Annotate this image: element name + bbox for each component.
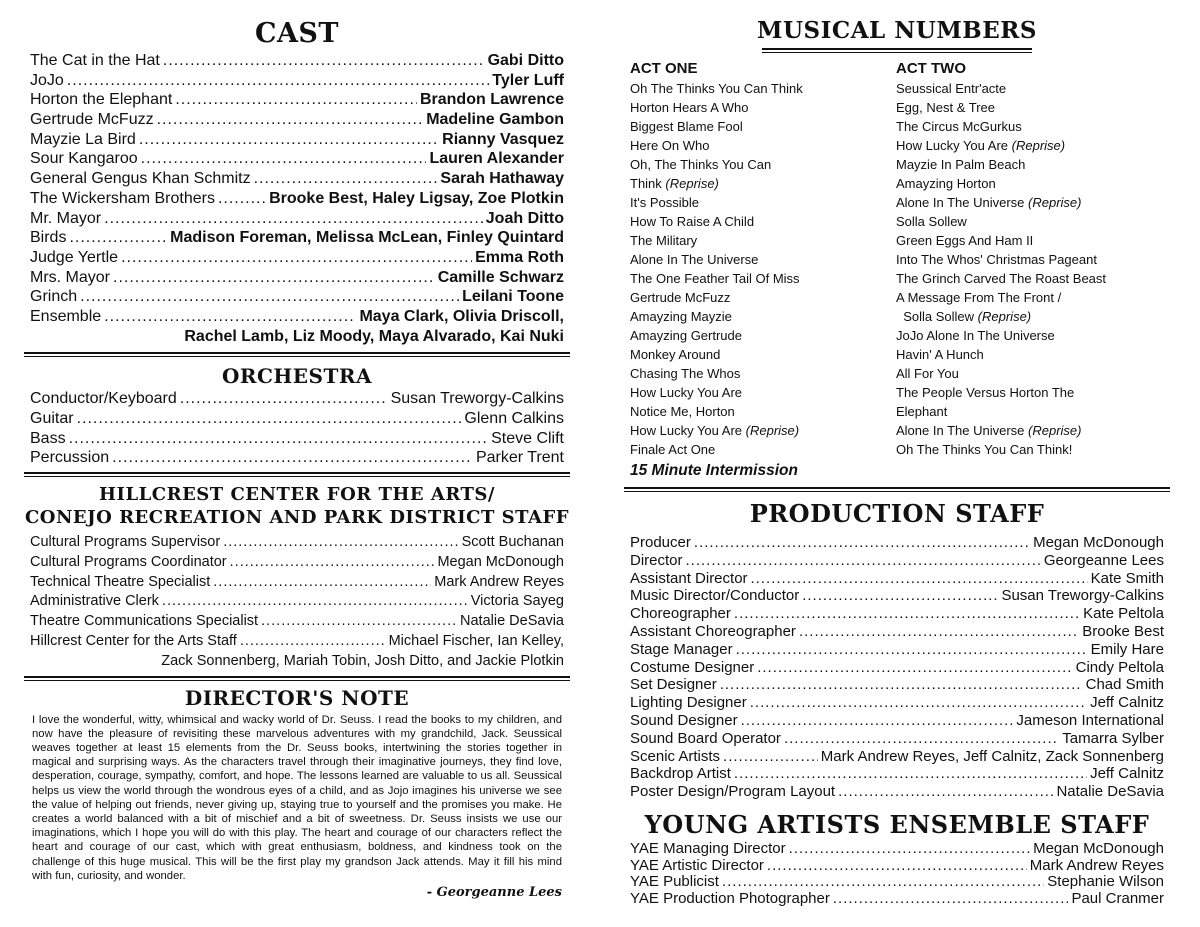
song-item bbox=[896, 174, 1162, 193]
leader-dots bbox=[67, 71, 490, 91]
credit-name: Sarah Hathaway bbox=[440, 170, 564, 188]
credit-role: Assistant Director bbox=[630, 569, 748, 587]
credit-role: Conductor/Keyboard bbox=[30, 390, 177, 408]
song-title: Horton Hears A Who bbox=[630, 100, 749, 115]
section-divider bbox=[624, 487, 1170, 492]
song-item bbox=[630, 345, 896, 364]
credit-row bbox=[30, 612, 564, 632]
song-title: How To Raise A Child bbox=[630, 214, 755, 229]
credit-row bbox=[30, 307, 564, 327]
credit-role: Gertrude McFuzz bbox=[30, 111, 154, 129]
song-title: Elephant bbox=[896, 404, 948, 419]
leader-dots bbox=[784, 730, 1059, 748]
song-item bbox=[630, 250, 896, 269]
musical-numbers-heading: MUSICAL NUMBERS bbox=[757, 17, 1037, 44]
credit-name: Georgeanne Lees bbox=[1043, 551, 1164, 569]
credit-role: Birds bbox=[30, 229, 67, 247]
credit-name: Jeff Calnitz bbox=[1090, 765, 1164, 783]
yae-staff-list bbox=[624, 841, 1170, 907]
song-title: Oh The Thinks You Can Think bbox=[630, 81, 803, 96]
credit-name: Glenn Calkins bbox=[464, 410, 564, 427]
song-title: Solla Sollew bbox=[896, 214, 967, 229]
song-title: Oh The Thinks You Can Think! bbox=[896, 442, 1073, 457]
credit-role: Scenic Artists bbox=[630, 747, 721, 765]
song-title: How Lucky You Are bbox=[896, 138, 1009, 153]
song-item bbox=[896, 421, 1162, 440]
credit-name: Stephanie Wilson bbox=[1047, 874, 1164, 891]
credit-row bbox=[30, 51, 564, 71]
credit-role: Ensemble bbox=[30, 307, 102, 325]
credit-role: Percussion bbox=[30, 449, 110, 467]
credit-role: Cultural Programs Supervisor bbox=[30, 534, 221, 551]
song-item bbox=[896, 326, 1162, 345]
cast-heading: CAST bbox=[254, 18, 340, 49]
leader-dots bbox=[223, 533, 458, 553]
song-item bbox=[896, 307, 1162, 326]
credit-role: Mr. Mayor bbox=[30, 209, 102, 227]
credit-name: Jameson International bbox=[1016, 711, 1164, 729]
credit-row bbox=[30, 189, 564, 209]
cast-list bbox=[24, 51, 570, 327]
credit-name: Emily Hare bbox=[1090, 640, 1164, 658]
credit-name: Michael Fischer, Ian Kelley, bbox=[388, 633, 564, 650]
credit-role: Costume Designer bbox=[630, 658, 755, 676]
leader-dots bbox=[112, 448, 473, 468]
credit-row bbox=[630, 858, 1164, 875]
credit-row bbox=[30, 209, 564, 229]
leader-dots bbox=[240, 632, 386, 652]
credit-name: Emma Roth bbox=[475, 248, 564, 266]
song-item bbox=[630, 326, 896, 345]
leader-dots bbox=[230, 553, 435, 573]
credit-row bbox=[630, 730, 1164, 748]
song-item bbox=[630, 193, 896, 212]
credit-name: Scott Buchanan bbox=[461, 534, 564, 551]
credit-row bbox=[30, 110, 564, 130]
song-item bbox=[896, 193, 1162, 212]
act-two-title: ACT TWO bbox=[896, 60, 966, 77]
production-staff-heading: PRODUCTION STAFF bbox=[749, 499, 1045, 528]
credit-name: Susan Treworgy-Calkins bbox=[1001, 587, 1164, 605]
credit-name: Steve Clift bbox=[491, 429, 564, 447]
credit-name: Brandon Lawrence bbox=[419, 91, 564, 109]
ensemble-continued: Rachel Lamb, Liz Moody, Maya Alvarado, Kai Nuki bbox=[184, 327, 564, 345]
credit-row bbox=[630, 659, 1164, 677]
credit-role: Director bbox=[630, 551, 683, 569]
credit-role: Music Director/Conductor bbox=[630, 587, 800, 605]
production-staff-list bbox=[624, 534, 1170, 801]
leader-dots bbox=[139, 130, 439, 150]
song-title: Green Eggs And Ham II bbox=[896, 233, 1034, 248]
credit-name: Paul Cranmer bbox=[1071, 890, 1164, 907]
credit-row bbox=[30, 228, 564, 248]
intermission-note: 15 Minute Intermission bbox=[630, 462, 798, 479]
credit-row bbox=[630, 712, 1164, 730]
song-title: The People Versus Horton The bbox=[896, 385, 1075, 400]
directors-note-text: I love the wonderful, witty, whimsical and wacky world of Dr. Seuss. I read the books to my children, and now have the pleasure of revisiting these marvelous adventures with my grandchild, Jack. Seussical weaves together at least 15 elements from the Dr. Seuss books, intertwining the stories together in magical and surprising ways. As the characters travel through their imaginative journeys, they find love, desperation, courage, sympathy, comfort, and hope. The lessons learned are valuable to us all. Seussical helps us view the world through the wondrous eyes of a child, and as Jojo imagines his universe we see the value of helping out friends, never giving up, staying true to yourself and the promises you make. He creates a world balanced with a bit of mischief and a bit of sweetness. Dr. Seuss insists we use our imaginations, which I hope you will do with this play. The heart and courage of our characters reflect the heart and courage of our cast, which with great enthusiasm, boldness, and kindness took on the challenge of this huge musical. This will be the first play my grandson Jack attends. May it fill his mind with fun, curiosity, and wonder. bbox=[32, 713, 562, 882]
song-title: The Circus McGurkus bbox=[896, 119, 1022, 134]
credit-row bbox=[30, 592, 564, 612]
credit-row bbox=[630, 841, 1164, 858]
song-item bbox=[896, 117, 1162, 136]
leader-dots bbox=[757, 659, 1072, 677]
hillcrest-staff-list bbox=[24, 533, 570, 652]
leader-dots bbox=[802, 587, 998, 605]
leader-dots bbox=[838, 783, 1053, 801]
credit-name: Megan McDonough bbox=[437, 553, 564, 570]
credit-role: Guitar bbox=[30, 410, 74, 427]
acts-container bbox=[624, 59, 1170, 459]
song-title: The One Feather Tail Of Miss bbox=[630, 271, 800, 286]
credit-row bbox=[630, 783, 1164, 801]
song-title: Think bbox=[630, 176, 662, 191]
credit-row bbox=[630, 552, 1164, 570]
song-title: How Lucky You Are bbox=[630, 423, 743, 438]
leader-dots bbox=[734, 605, 1080, 623]
song-item bbox=[896, 250, 1162, 269]
credit-row bbox=[30, 409, 564, 429]
credit-role: Sour Kangaroo bbox=[30, 150, 138, 168]
credit-name: Mark Andrew Reyes, Jeff Calnitz, Zack Sonnenberg bbox=[820, 747, 1164, 765]
song-title: A Message From The Front / bbox=[896, 290, 1062, 305]
credit-role: Grinch bbox=[30, 288, 78, 306]
song-title: Gertrude McFuzz bbox=[630, 290, 731, 305]
credit-role: Hillcrest Center for the Arts Staff bbox=[30, 633, 237, 650]
credit-name: Gabi Ditto bbox=[487, 52, 564, 69]
leader-dots bbox=[157, 110, 424, 130]
leader-dots bbox=[741, 712, 1014, 730]
credit-name: Kate Peltola bbox=[1083, 605, 1164, 623]
song-item bbox=[896, 155, 1162, 174]
leader-dots bbox=[789, 841, 1030, 858]
credit-role: Sound Board Operator bbox=[630, 729, 781, 747]
section-divider bbox=[24, 676, 570, 681]
orchestra-heading: ORCHESTRA bbox=[221, 364, 373, 389]
song-item bbox=[896, 364, 1162, 383]
credit-name: Camille Schwarz bbox=[437, 268, 564, 286]
leader-dots bbox=[723, 748, 818, 766]
credit-row bbox=[630, 891, 1164, 908]
yae-staff-heading: YOUNG ARTISTS ENSEMBLE STAFF bbox=[644, 809, 1150, 839]
credit-row bbox=[630, 534, 1164, 552]
credit-row bbox=[630, 694, 1164, 712]
credit-name: Megan McDonough bbox=[1033, 534, 1164, 551]
song-item bbox=[630, 212, 896, 231]
credit-name: Natalie DeSavia bbox=[460, 613, 564, 630]
credit-name: Brooke Best, Haley Ligsay, Zoe Plotkin bbox=[269, 189, 564, 207]
credit-row bbox=[30, 169, 564, 189]
song-item bbox=[630, 155, 896, 174]
song-item bbox=[630, 98, 896, 117]
credit-name: Chad Smith bbox=[1085, 676, 1164, 694]
credit-row bbox=[30, 268, 564, 288]
leader-dots bbox=[751, 570, 1088, 588]
credit-role: Choreographer bbox=[630, 605, 731, 623]
song-title: Biggest Blame Fool bbox=[630, 119, 743, 134]
credit-role: YAE Production Photographer bbox=[630, 890, 830, 907]
song-title: Amayzing Horton bbox=[896, 176, 996, 191]
leader-dots bbox=[722, 874, 1044, 891]
song-item bbox=[896, 288, 1162, 307]
credit-row bbox=[30, 429, 564, 449]
credit-row bbox=[630, 676, 1164, 694]
song-item bbox=[630, 174, 896, 193]
song-title: Oh, The Thinks You Can bbox=[630, 157, 772, 172]
leader-dots bbox=[767, 858, 1027, 875]
song-title: It's Possible bbox=[630, 195, 699, 210]
leader-dots bbox=[254, 169, 438, 189]
leader-dots bbox=[163, 51, 485, 71]
song-item bbox=[896, 136, 1162, 155]
song-title: Alone In The Universe bbox=[630, 252, 759, 267]
song-title: How Lucky You Are bbox=[630, 385, 743, 400]
credit-row bbox=[630, 641, 1164, 659]
song-title: All For You bbox=[896, 366, 959, 381]
credit-row bbox=[30, 553, 564, 573]
song-reprise: (Reprise) bbox=[977, 309, 1032, 324]
leader-dots bbox=[69, 228, 167, 248]
credit-name: Maya Clark, Olivia Driscoll, bbox=[359, 307, 564, 325]
credit-role: YAE Artistic Director bbox=[630, 857, 764, 874]
song-title: Notice Me, Horton bbox=[630, 404, 735, 419]
credit-role: Stage Manager bbox=[630, 640, 733, 658]
song-item bbox=[896, 212, 1162, 231]
credit-row bbox=[630, 874, 1164, 891]
credit-row bbox=[30, 448, 564, 468]
song-item bbox=[630, 421, 896, 440]
credit-row bbox=[30, 130, 564, 150]
credit-row bbox=[630, 765, 1164, 783]
song-item bbox=[630, 231, 896, 250]
song-title: Into The Whos' Christmas Pageant bbox=[896, 252, 1097, 267]
credit-name: Mark Andrew Reyes bbox=[434, 573, 564, 590]
credit-name: Susan Treworgy-Calkins bbox=[390, 390, 564, 408]
credit-row bbox=[630, 623, 1164, 641]
directors-note-heading: DIRECTOR'S NOTE bbox=[184, 685, 410, 710]
hillcrest-heading bbox=[24, 483, 570, 529]
credit-name: Victoria Sayeg bbox=[470, 593, 564, 610]
song-title: Alone In The Universe bbox=[896, 195, 1025, 210]
credit-row bbox=[30, 533, 564, 553]
credit-name: Natalie DeSavia bbox=[1056, 783, 1164, 801]
credit-role: Mayzie La Bird bbox=[30, 130, 136, 148]
song-item bbox=[630, 136, 896, 155]
credit-name: Joah Ditto bbox=[485, 209, 564, 227]
leader-dots bbox=[113, 268, 435, 288]
credit-role: General Gengus Khan Schmitz bbox=[30, 170, 251, 188]
song-reprise: (Reprise) bbox=[1011, 138, 1066, 153]
song-item bbox=[630, 364, 896, 383]
credit-name: Cindy Peltola bbox=[1075, 658, 1164, 676]
song-title: Solla Sollew bbox=[896, 309, 975, 324]
credit-role: YAE Publicist bbox=[630, 874, 719, 891]
credit-name: Brooke Best bbox=[1082, 622, 1164, 640]
song-item bbox=[630, 288, 896, 307]
song-item bbox=[896, 231, 1162, 250]
orchestra-list bbox=[24, 389, 570, 468]
song-item bbox=[630, 79, 896, 98]
left-column bbox=[24, 0, 570, 900]
song-item bbox=[630, 402, 896, 421]
leader-dots bbox=[686, 552, 1041, 570]
credit-role: JoJo bbox=[30, 71, 64, 89]
credit-role: Horton the Elephant bbox=[30, 91, 173, 109]
song-title: JoJo Alone In The Universe bbox=[896, 328, 1055, 343]
section-divider bbox=[24, 352, 570, 357]
credit-row bbox=[30, 287, 564, 307]
credit-role: YAE Managing Director bbox=[630, 840, 786, 857]
song-reprise: (Reprise) bbox=[745, 423, 800, 438]
credit-role: Technical Theatre Specialist bbox=[30, 573, 211, 590]
act-one-title: ACT ONE bbox=[630, 60, 698, 77]
credit-name: Tamarra Sylber bbox=[1062, 729, 1164, 747]
song-title: Amayzing Gertrude bbox=[630, 328, 742, 343]
song-title: The Grinch Carved The Roast Beast bbox=[896, 271, 1107, 286]
credit-name: Leilani Toone bbox=[462, 288, 564, 306]
song-item bbox=[896, 440, 1162, 459]
leader-dots bbox=[750, 694, 1087, 712]
credit-name: Lauren Alexander bbox=[429, 150, 564, 168]
credit-name: Jeff Calnitz bbox=[1090, 694, 1164, 712]
credit-name: Madison Foreman, Melissa McLean, Finley Quintard bbox=[170, 229, 564, 247]
credit-name: Tyler Luff bbox=[492, 71, 564, 89]
leader-dots bbox=[180, 389, 388, 409]
right-column bbox=[624, 0, 1170, 907]
credit-role: Theatre Communications Specialist bbox=[30, 613, 259, 630]
song-title: Alone In The Universe bbox=[896, 423, 1025, 438]
song-title: Havin' A Hunch bbox=[896, 347, 984, 362]
song-item bbox=[896, 79, 1162, 98]
leader-dots bbox=[218, 189, 266, 209]
credit-row bbox=[30, 149, 564, 169]
credit-role: Producer bbox=[630, 534, 691, 551]
leader-dots bbox=[799, 623, 1079, 641]
song-title: Seussical Entr'acte bbox=[896, 81, 1007, 96]
song-item bbox=[630, 269, 896, 288]
section-divider bbox=[24, 472, 570, 477]
leader-dots bbox=[162, 592, 468, 612]
credit-row bbox=[30, 90, 564, 110]
song-title: Amayzing Mayzie bbox=[630, 309, 732, 324]
credit-row bbox=[30, 389, 564, 409]
credit-role: Bass bbox=[30, 429, 66, 447]
leader-dots bbox=[175, 90, 417, 110]
credit-row bbox=[30, 632, 564, 652]
credit-row bbox=[630, 587, 1164, 605]
song-item bbox=[896, 98, 1162, 117]
credit-row bbox=[30, 248, 564, 268]
leader-dots bbox=[141, 149, 427, 169]
credit-row bbox=[630, 748, 1164, 766]
song-item bbox=[630, 383, 896, 402]
credit-role: Cultural Programs Coordinator bbox=[30, 553, 227, 570]
credit-row bbox=[630, 605, 1164, 623]
song-title: Here On Who bbox=[630, 138, 710, 153]
song-reprise: (Reprise) bbox=[1028, 423, 1082, 438]
leader-dots bbox=[104, 307, 356, 327]
act-two-songs bbox=[896, 79, 1162, 459]
credit-name: Madeline Gambon bbox=[426, 111, 564, 129]
leader-dots bbox=[104, 209, 483, 229]
leader-dots bbox=[736, 641, 1088, 659]
song-item bbox=[630, 440, 896, 459]
credit-name: Megan McDonough bbox=[1033, 840, 1164, 857]
credit-row bbox=[30, 71, 564, 91]
directors-note-signature: - Georgeanne Lees bbox=[426, 885, 562, 901]
leader-dots bbox=[694, 534, 1030, 552]
leader-dots bbox=[833, 891, 1069, 908]
heading-underline bbox=[762, 48, 1032, 53]
song-reprise: (Reprise) bbox=[665, 176, 719, 191]
song-item bbox=[896, 402, 1162, 421]
song-title: The Military bbox=[630, 233, 698, 248]
credit-role: Administrative Clerk bbox=[30, 593, 159, 610]
song-item bbox=[630, 307, 896, 326]
hillcrest-staff-continued: Zack Sonnenberg, Mariah Tobin, Josh Ditto, and Jackie Plotkin bbox=[161, 652, 564, 669]
act-two bbox=[896, 59, 1162, 459]
song-item bbox=[896, 269, 1162, 288]
hillcrest-heading-line2: CONEJO RECREATION AND PARK DISTRICT STAFF bbox=[24, 507, 570, 529]
song-item bbox=[630, 117, 896, 136]
credit-name: Parker Trent bbox=[475, 449, 564, 467]
leader-dots bbox=[734, 765, 1087, 783]
song-item bbox=[896, 383, 1162, 402]
song-reprise: (Reprise) bbox=[1028, 195, 1082, 210]
act-one-songs bbox=[630, 79, 896, 459]
credit-role: Poster Design/Program Layout bbox=[630, 783, 836, 801]
credit-role: Set Designer bbox=[630, 676, 717, 694]
leader-dots bbox=[80, 287, 459, 307]
credit-name: Mark Andrew Reyes bbox=[1029, 857, 1164, 874]
credit-role: Lighting Designer bbox=[630, 694, 747, 712]
hillcrest-heading-line1: HILLCREST CENTER FOR THE ARTS/ bbox=[99, 484, 495, 506]
credit-role: Sound Designer bbox=[630, 711, 738, 729]
leader-dots bbox=[121, 248, 472, 268]
song-title: Egg, Nest & Tree bbox=[896, 100, 995, 115]
song-title: Finale Act One bbox=[630, 442, 716, 457]
leader-dots bbox=[720, 676, 1083, 694]
credit-role: Mrs. Mayor bbox=[30, 268, 110, 286]
credit-role: Assistant Choreographer bbox=[630, 622, 796, 640]
credit-name: Kate Smith bbox=[1090, 569, 1164, 587]
song-title: Chasing The Whos bbox=[630, 366, 741, 381]
credit-name: Rianny Vasquez bbox=[442, 130, 564, 148]
credit-role: The Cat in the Hat bbox=[30, 52, 160, 69]
credit-role: Backdrop Artist bbox=[630, 765, 731, 783]
song-title: Mayzie In Palm Beach bbox=[896, 157, 1026, 172]
song-title: Monkey Around bbox=[630, 347, 721, 362]
credit-role: The Wickersham Brothers bbox=[30, 189, 215, 207]
leader-dots bbox=[213, 573, 431, 593]
leader-dots bbox=[261, 612, 457, 632]
leader-dots bbox=[77, 409, 462, 429]
credit-row bbox=[30, 573, 564, 593]
credit-row bbox=[630, 570, 1164, 588]
song-item bbox=[896, 345, 1162, 364]
leader-dots bbox=[69, 429, 489, 449]
credit-role: Judge Yertle bbox=[30, 248, 119, 266]
act-one bbox=[630, 59, 896, 459]
